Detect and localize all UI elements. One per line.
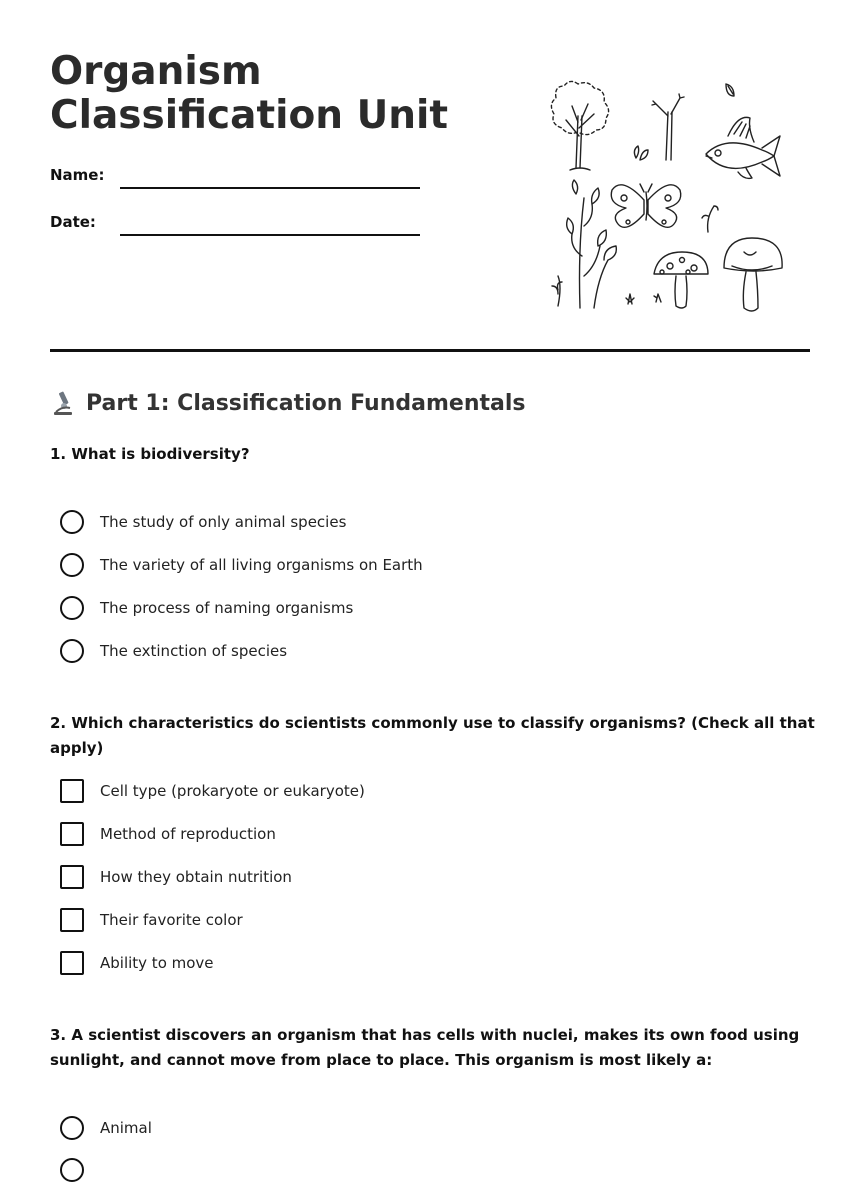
q1-option-4[interactable] (60, 639, 287, 663)
question-1: 1. What is biodiversity? (50, 445, 250, 463)
mushroom-icon (654, 238, 782, 311)
option-label: How they obtain nutrition (100, 868, 292, 886)
radio-button[interactable] (60, 596, 84, 620)
plant-icon (552, 180, 616, 308)
option-label: Their favorite color (100, 911, 243, 929)
section-title-text: Part 1: Classification Fundamentals (86, 390, 526, 416)
q2-option-4[interactable] (60, 908, 243, 932)
page-title: Organism Classification Unit (50, 49, 449, 138)
header-divider (50, 349, 810, 352)
option-label: Ability to move (100, 954, 214, 972)
grass-icon (626, 206, 718, 304)
radio-button[interactable] (60, 639, 84, 663)
q2-option-2[interactable] (60, 822, 276, 846)
checkbox[interactable] (60, 951, 84, 975)
q1-option-3[interactable] (60, 596, 353, 620)
option-label: Method of reproduction (100, 825, 276, 843)
checkbox[interactable] (60, 908, 84, 932)
q1-option-2[interactable] (60, 553, 423, 577)
q3-option-2-partial[interactable] (60, 1158, 100, 1182)
sprout-icon (652, 94, 684, 160)
checkbox[interactable] (60, 779, 84, 803)
fish-icon (706, 117, 780, 178)
tree-icon (551, 81, 608, 170)
radio-button[interactable] (60, 553, 84, 577)
butterfly-icon (611, 184, 680, 227)
q2-option-3[interactable] (60, 865, 292, 889)
nature-illustration (548, 76, 798, 316)
name-field[interactable] (120, 187, 420, 189)
question-2: 2. Which characteristics do scientists commonly use to classify organisms? (Check all that apply) (50, 714, 815, 757)
question-3: 3. A scientist discovers an organism that has cells with nuclei, makes its own food using sunlight, and cannot move from place to place. This organism is most likely a: (50, 1026, 800, 1069)
q1-option-1[interactable] (60, 510, 346, 534)
radio-button[interactable] (60, 1116, 84, 1140)
radio-button[interactable] (60, 510, 84, 534)
option-label: Cell type (prokaryote or eukaryote) (100, 782, 365, 800)
q2-option-1[interactable] (60, 779, 365, 803)
q2-option-5[interactable] (60, 951, 214, 975)
option-label: The study of only animal species (100, 513, 347, 531)
leaf-icon (634, 84, 734, 160)
option-label: The process of naming organisms (100, 599, 354, 617)
date-field[interactable] (120, 234, 420, 236)
option-label: The extinction of species (100, 642, 288, 660)
radio-button[interactable] (60, 1158, 84, 1182)
microscope-icon (50, 390, 76, 416)
checkbox[interactable] (60, 865, 84, 889)
section-title (50, 390, 525, 416)
option-label: Animal (100, 1119, 152, 1137)
checkbox[interactable] (60, 822, 84, 846)
q3-option-1[interactable] (60, 1116, 152, 1140)
date-label: Date: (50, 213, 96, 231)
name-label: Name: (50, 166, 105, 184)
option-label: The variety of all living organisms on Earth (100, 556, 423, 574)
